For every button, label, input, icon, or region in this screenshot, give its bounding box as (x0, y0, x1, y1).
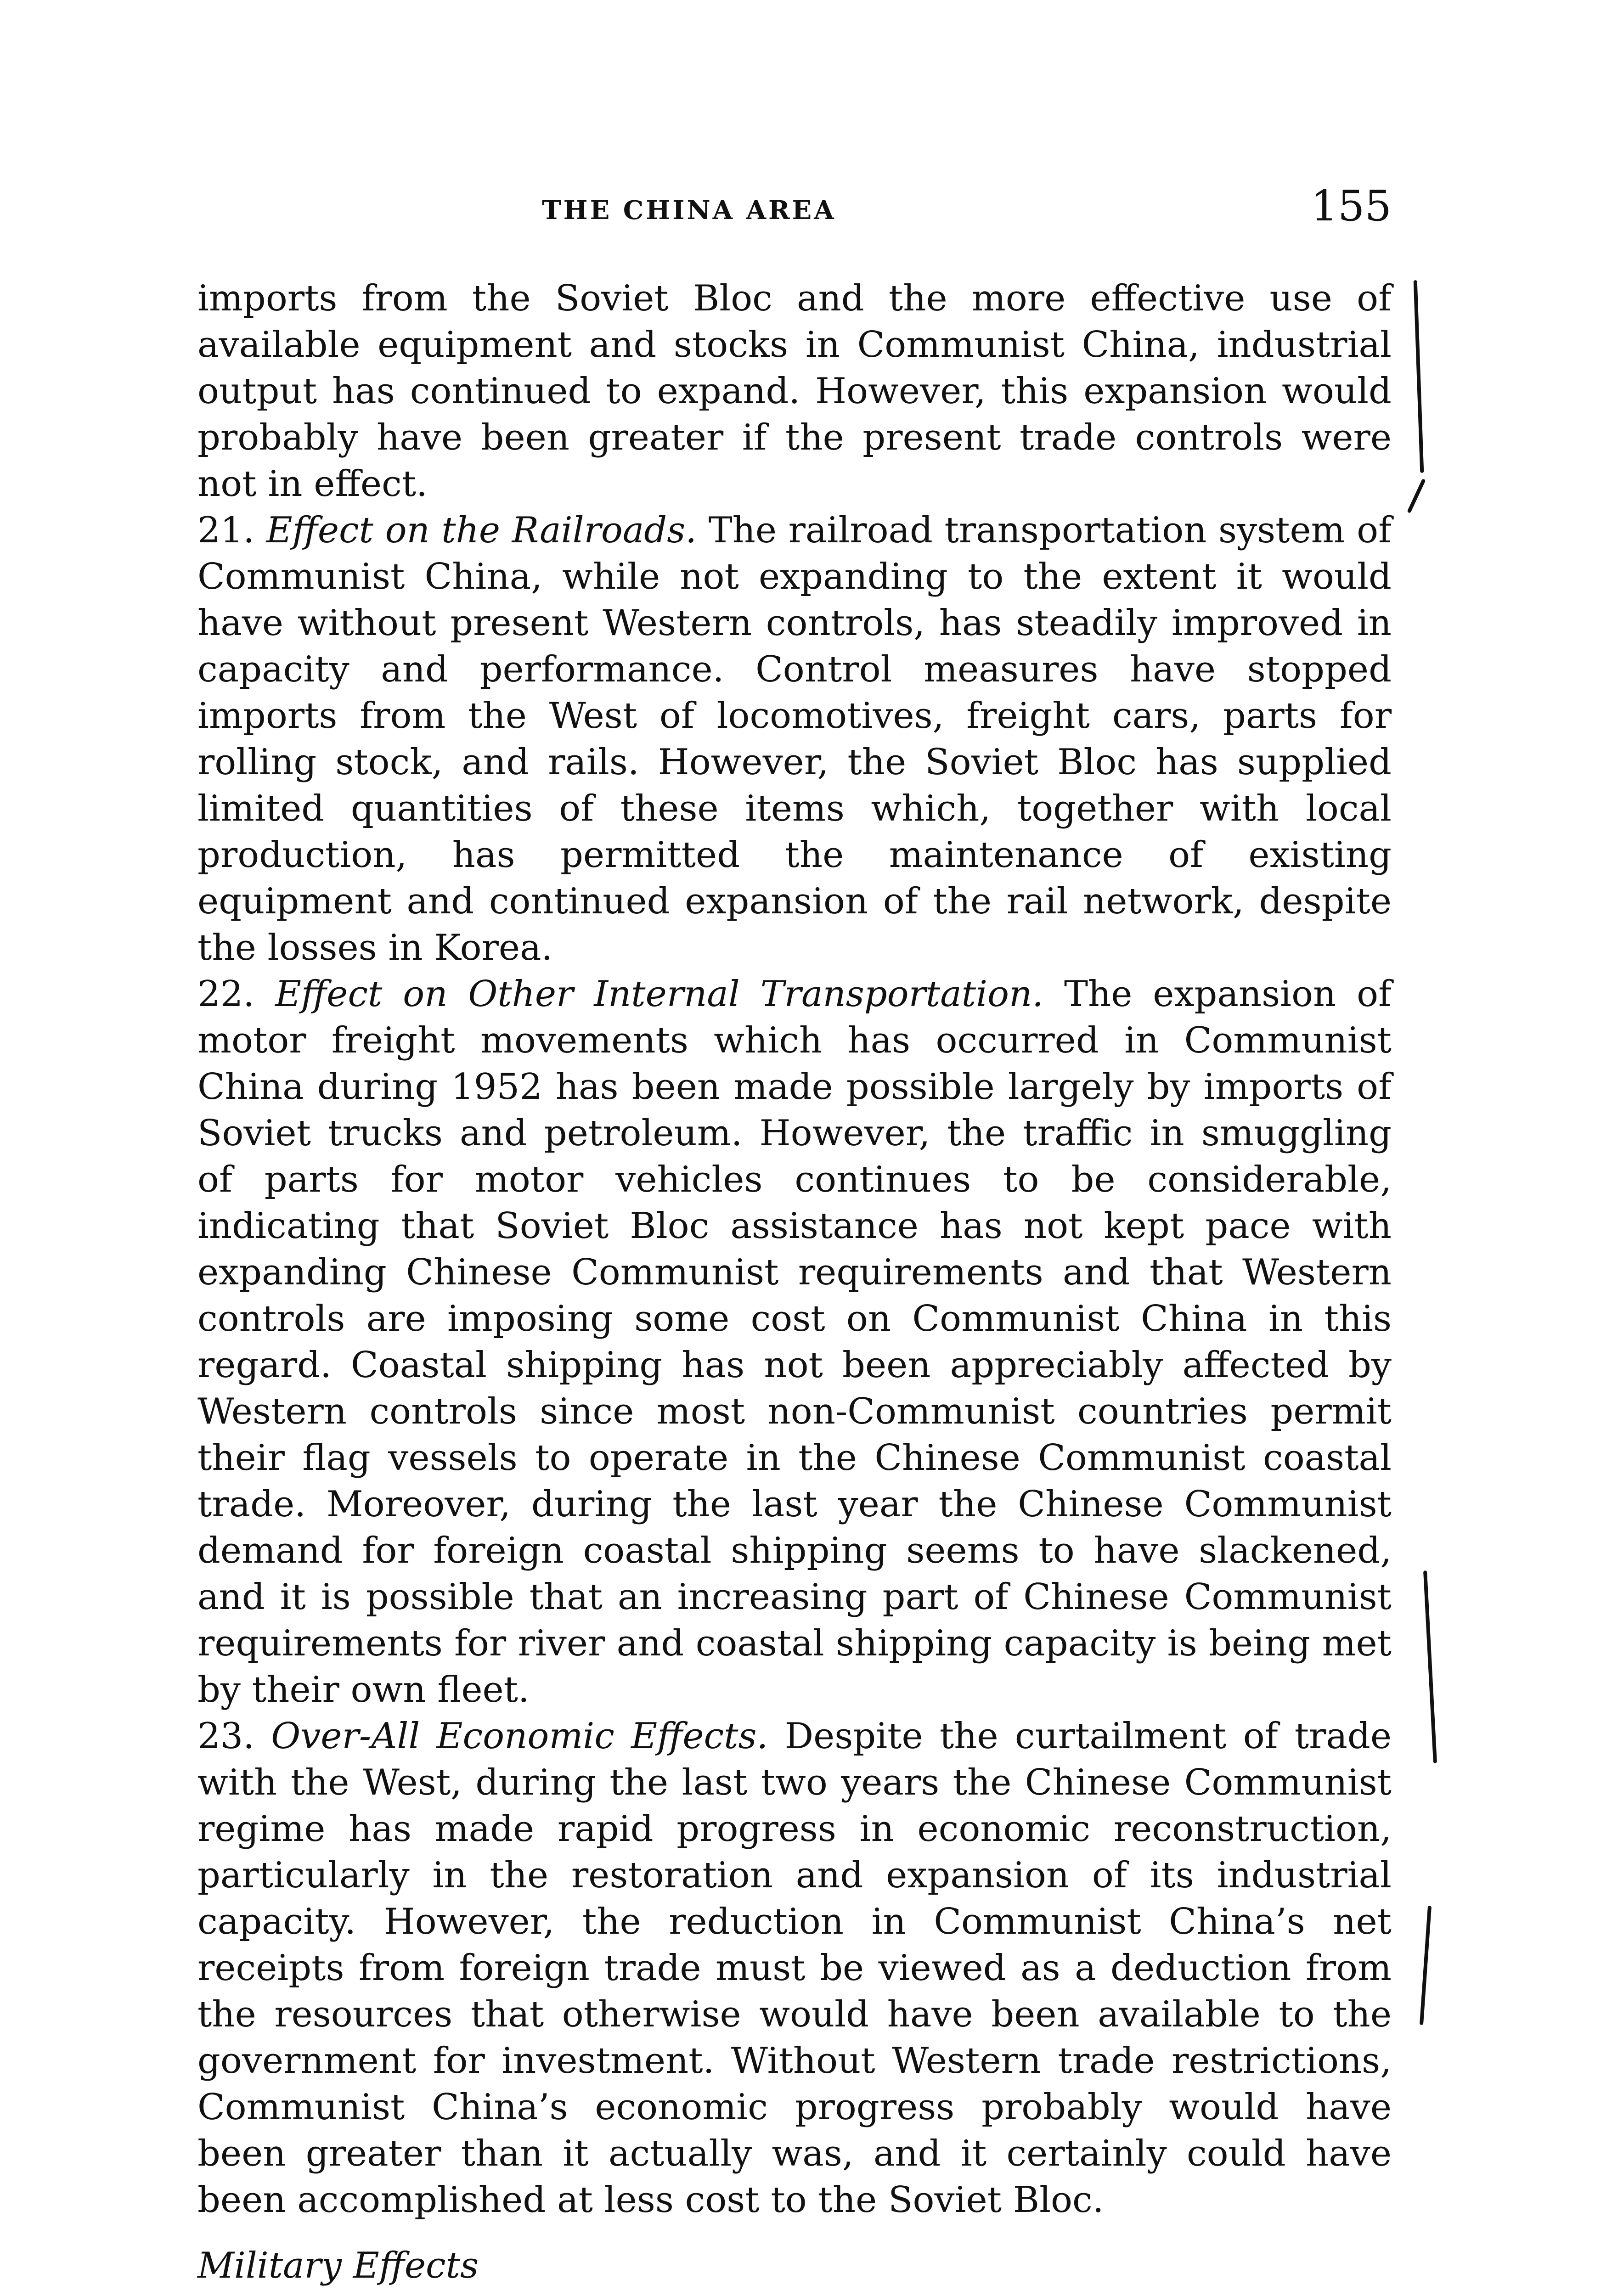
page-number: 155 (1311, 181, 1392, 231)
paragraph-title: Effect on the Railroads. (266, 510, 697, 551)
margin-mark (1420, 1906, 1432, 2025)
paragraph-text: The expansion of motor freight movements which has occurred in Communist China during 1952 has been made possible largely by imports of Soviet trucks and petroleum. However, the traffic in smuggling of parts for motor vehicles continues to be considerable, indicating that Soviet Bloc assistance has not kept pace with expanding Chinese Communist requirements and that Western controls are imposing some cost on Communist China in this regard. Coastal shipping has not been appreciably affected by Western controls since most non-Communist countries permit their flag vessels to operate in the Chinese Communist coastal trade. Moreover, during the last year the Chinese Communist demand for foreign coastal shipping seems to have slackened, and it is possible that an increasing part of Chinese Communist requirements for river and coastal shipping capacity is being met by their own fleet. (197, 974, 1392, 1711)
paragraph-21 (197, 507, 1392, 971)
paragraph-text: Despite the curtailment of trade with the West, during the last two years the Chinese Communist regime has made rapid progress in economic reconstruction, particularly in the restoration and expansion of its industrial capacity. However, the reduction in Communist China’s net receipts from foreign trade must be viewed as a deduction from the resources that otherwise would have been available to the government for investment. Without Western trade restrictions, Communist China’s economic progress probably would have been greater than it actually was, and it certainly could have been accomplished at less cost to the Soviet Bloc. (197, 1716, 1392, 2221)
paragraph-title: Over-All Economic Effects. (271, 1716, 768, 1757)
paragraph-20-continued (197, 276, 1392, 507)
page-header (197, 181, 1392, 232)
paragraph-title: Effect on Other Internal Transportation. (275, 974, 1044, 1015)
paragraph-number: 21. (197, 510, 255, 551)
running-head: THE CHINA AREA (542, 195, 836, 225)
margin-mark (1414, 280, 1424, 473)
section-heading-military-effects: Military Effects (197, 2245, 479, 2286)
paragraph-22 (197, 971, 1392, 1713)
body-text (197, 276, 1392, 2296)
paragraph-text: The railroad transportation system of Communist China, while not expanding to the extent it would have without present Western controls, has steadily improved in capacity and performance. Control measures have stopped imports from the West of locomotives, freight cars, parts for rolling stock, and rails. However, the Soviet Bloc has supplied limited quantities of these items which, together with local production, has permitted the maintenance of existing equipment and continued expansion of the rail network, despite the losses in Korea. (197, 510, 1392, 968)
paragraph-text: imports from the Soviet Bloc and the more effective use of available equipment and stocks in Communist China, industrial output has continued to expand. However, this expansion would probably have been greater if the present trade controls were not in effect. (197, 278, 1392, 505)
margin-mark (1423, 1570, 1437, 1763)
margin-mark (1407, 478, 1426, 513)
paragraph-23 (197, 1713, 1392, 2223)
paragraph-number: 22. (197, 974, 255, 1015)
paragraph-number: 23. (197, 1716, 255, 1757)
